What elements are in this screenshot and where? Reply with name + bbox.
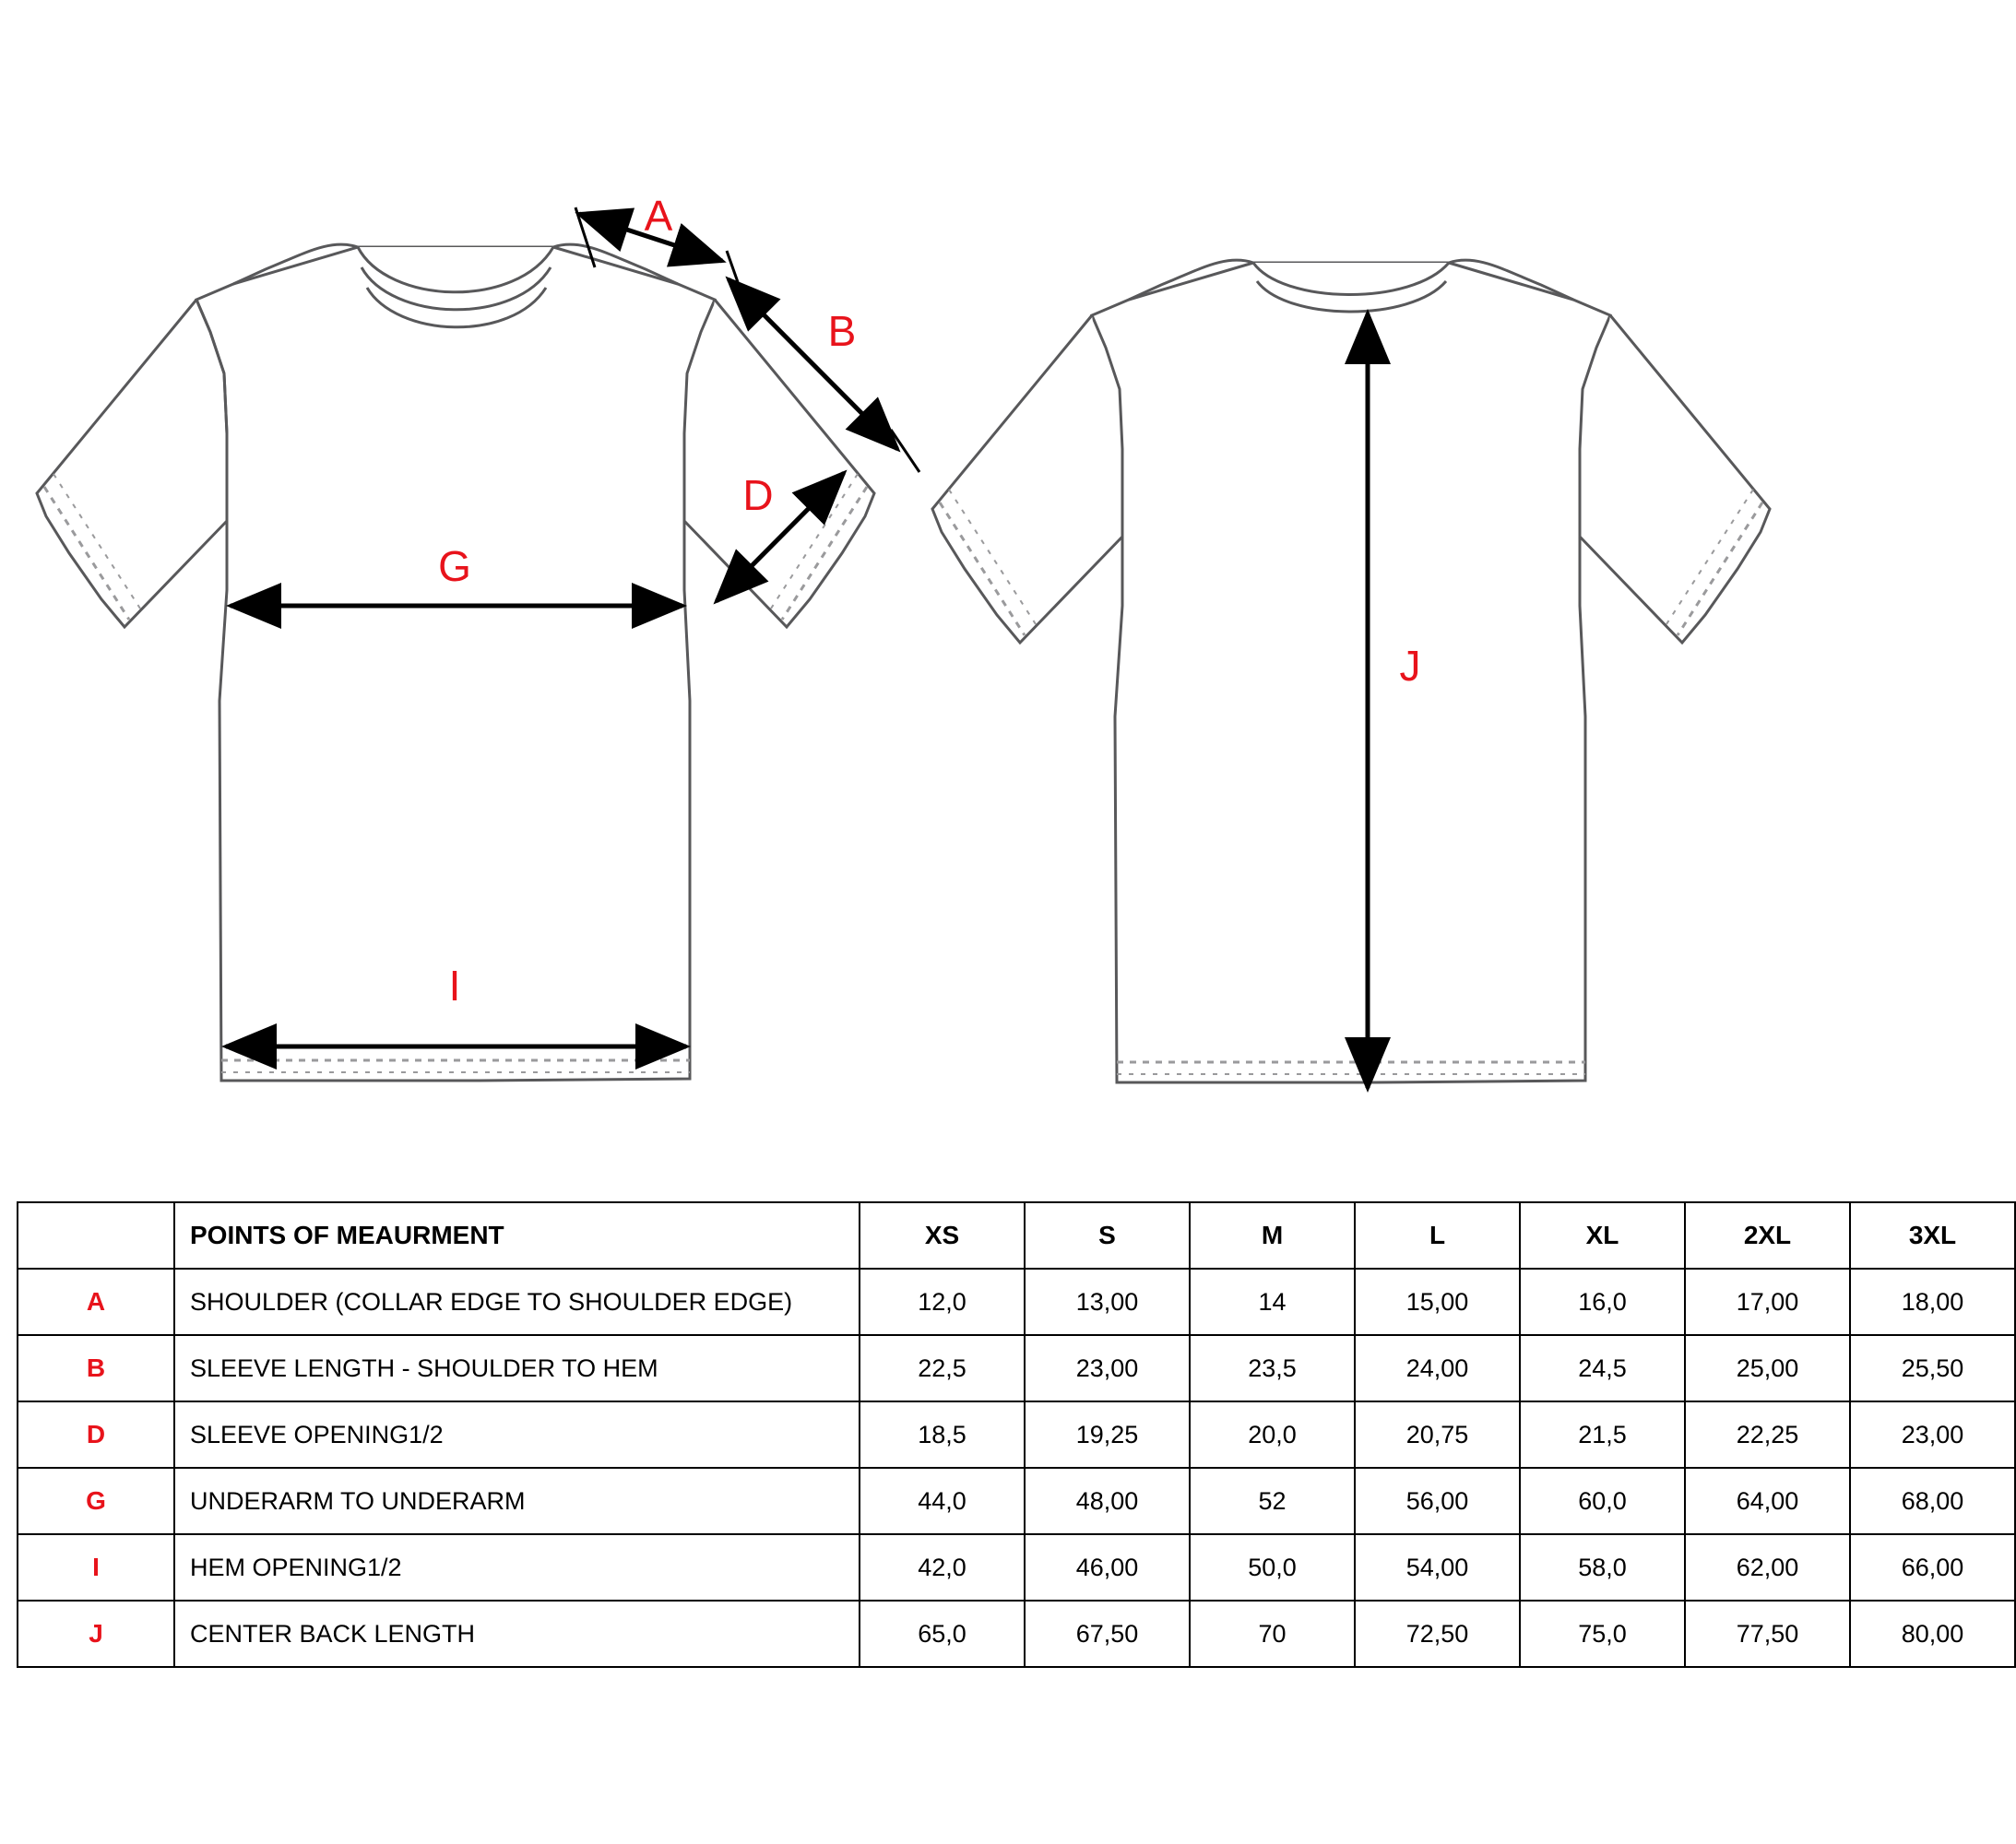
row-d-xl: 21,5 — [1520, 1401, 1685, 1468]
t-shirt-front-illustration — [37, 244, 874, 1081]
row-i-l: 54,00 — [1355, 1534, 1520, 1601]
table-row — [18, 1269, 2015, 1335]
table-row — [18, 1601, 2015, 1667]
row-b-2xl: 25,00 — [1685, 1335, 1850, 1401]
row-key-g: G — [18, 1468, 174, 1534]
row-key-b: B — [18, 1335, 174, 1401]
row-d-2xl: 22,25 — [1685, 1401, 1850, 1468]
header-size-m: M — [1190, 1202, 1355, 1269]
row-g-s: 48,00 — [1025, 1468, 1190, 1534]
row-j-2xl: 77,50 — [1685, 1601, 1850, 1667]
label-g: G — [438, 542, 471, 590]
label-d: D — [742, 471, 774, 519]
row-b-m: 23,5 — [1190, 1335, 1355, 1401]
row-a-m: 14 — [1190, 1269, 1355, 1335]
row-g-xl: 60,0 — [1520, 1468, 1685, 1534]
row-d-3xl: 23,00 — [1850, 1401, 2015, 1468]
row-key-a: A — [18, 1269, 174, 1335]
row-a-xl: 16,0 — [1520, 1269, 1685, 1335]
header-key — [18, 1202, 174, 1269]
header-size-s: S — [1025, 1202, 1190, 1269]
label-a: A — [644, 192, 673, 240]
row-a-3xl: 18,00 — [1850, 1269, 2015, 1335]
row-b-xl: 24,5 — [1520, 1335, 1685, 1401]
row-j-3xl: 80,00 — [1850, 1601, 2015, 1667]
label-i: I — [448, 962, 461, 1010]
row-i-m: 50,0 — [1190, 1534, 1355, 1601]
row-d-m: 20,0 — [1190, 1401, 1355, 1468]
row-b-xs: 22,5 — [860, 1335, 1025, 1401]
row-g-l: 56,00 — [1355, 1468, 1520, 1534]
row-i-2xl: 62,00 — [1685, 1534, 1850, 1601]
row-key-i: I — [18, 1534, 174, 1601]
row-g-xs: 44,0 — [860, 1468, 1025, 1534]
header-size-2xl: 2XL — [1685, 1202, 1850, 1269]
table-header-row — [18, 1202, 2015, 1269]
table-row — [18, 1468, 2015, 1534]
header-size-xl: XL — [1520, 1202, 1685, 1269]
row-j-l: 72,50 — [1355, 1601, 1520, 1667]
measurements-table — [17, 1201, 2016, 1668]
row-g-m: 52 — [1190, 1468, 1355, 1534]
row-j-m: 70 — [1190, 1601, 1355, 1667]
row-i-xl: 58,0 — [1520, 1534, 1685, 1601]
row-j-xs: 65,0 — [860, 1601, 1025, 1667]
row-a-xs: 12,0 — [860, 1269, 1025, 1335]
row-g-3xl: 68,00 — [1850, 1468, 2015, 1534]
row-name-i: HEM OPENING1/2 — [174, 1534, 860, 1601]
row-name-g: UNDERARM TO UNDERARM — [174, 1468, 860, 1534]
header-size-l: L — [1355, 1202, 1520, 1269]
header-size-xs: XS — [860, 1202, 1025, 1269]
row-b-l: 24,00 — [1355, 1335, 1520, 1401]
row-a-l: 15,00 — [1355, 1269, 1520, 1335]
row-name-d: SLEEVE OPENING1/2 — [174, 1401, 860, 1468]
row-a-2xl: 17,00 — [1685, 1269, 1850, 1335]
row-a-s: 13,00 — [1025, 1269, 1190, 1335]
row-b-3xl: 25,50 — [1850, 1335, 2015, 1401]
header-size-3xl: 3XL — [1850, 1202, 2015, 1269]
row-name-j: CENTER BACK LENGTH — [174, 1601, 860, 1667]
table-row — [18, 1534, 2015, 1601]
row-i-xs: 42,0 — [860, 1534, 1025, 1601]
row-j-xl: 75,0 — [1520, 1601, 1685, 1667]
row-key-d: D — [18, 1401, 174, 1468]
row-i-s: 46,00 — [1025, 1534, 1190, 1601]
table-row — [18, 1335, 2015, 1401]
row-b-s: 23,00 — [1025, 1335, 1190, 1401]
table-row — [18, 1401, 2015, 1468]
header-points-of-measurement: POINTS OF MEAURMENT — [174, 1202, 860, 1269]
row-g-2xl: 64,00 — [1685, 1468, 1850, 1534]
row-key-j: J — [18, 1601, 174, 1667]
row-d-xs: 18,5 — [860, 1401, 1025, 1468]
row-name-a: SHOULDER (COLLAR EDGE TO SHOULDER EDGE) — [174, 1269, 860, 1335]
row-d-s: 19,25 — [1025, 1401, 1190, 1468]
label-b: B — [827, 307, 857, 355]
label-j: J — [1399, 642, 1421, 690]
row-d-l: 20,75 — [1355, 1401, 1520, 1468]
row-name-b: SLEEVE LENGTH - SHOULDER TO HEM — [174, 1335, 860, 1401]
t-shirt-back-illustration — [932, 260, 1770, 1082]
row-i-3xl: 66,00 — [1850, 1534, 2015, 1601]
row-j-s: 67,50 — [1025, 1601, 1190, 1667]
